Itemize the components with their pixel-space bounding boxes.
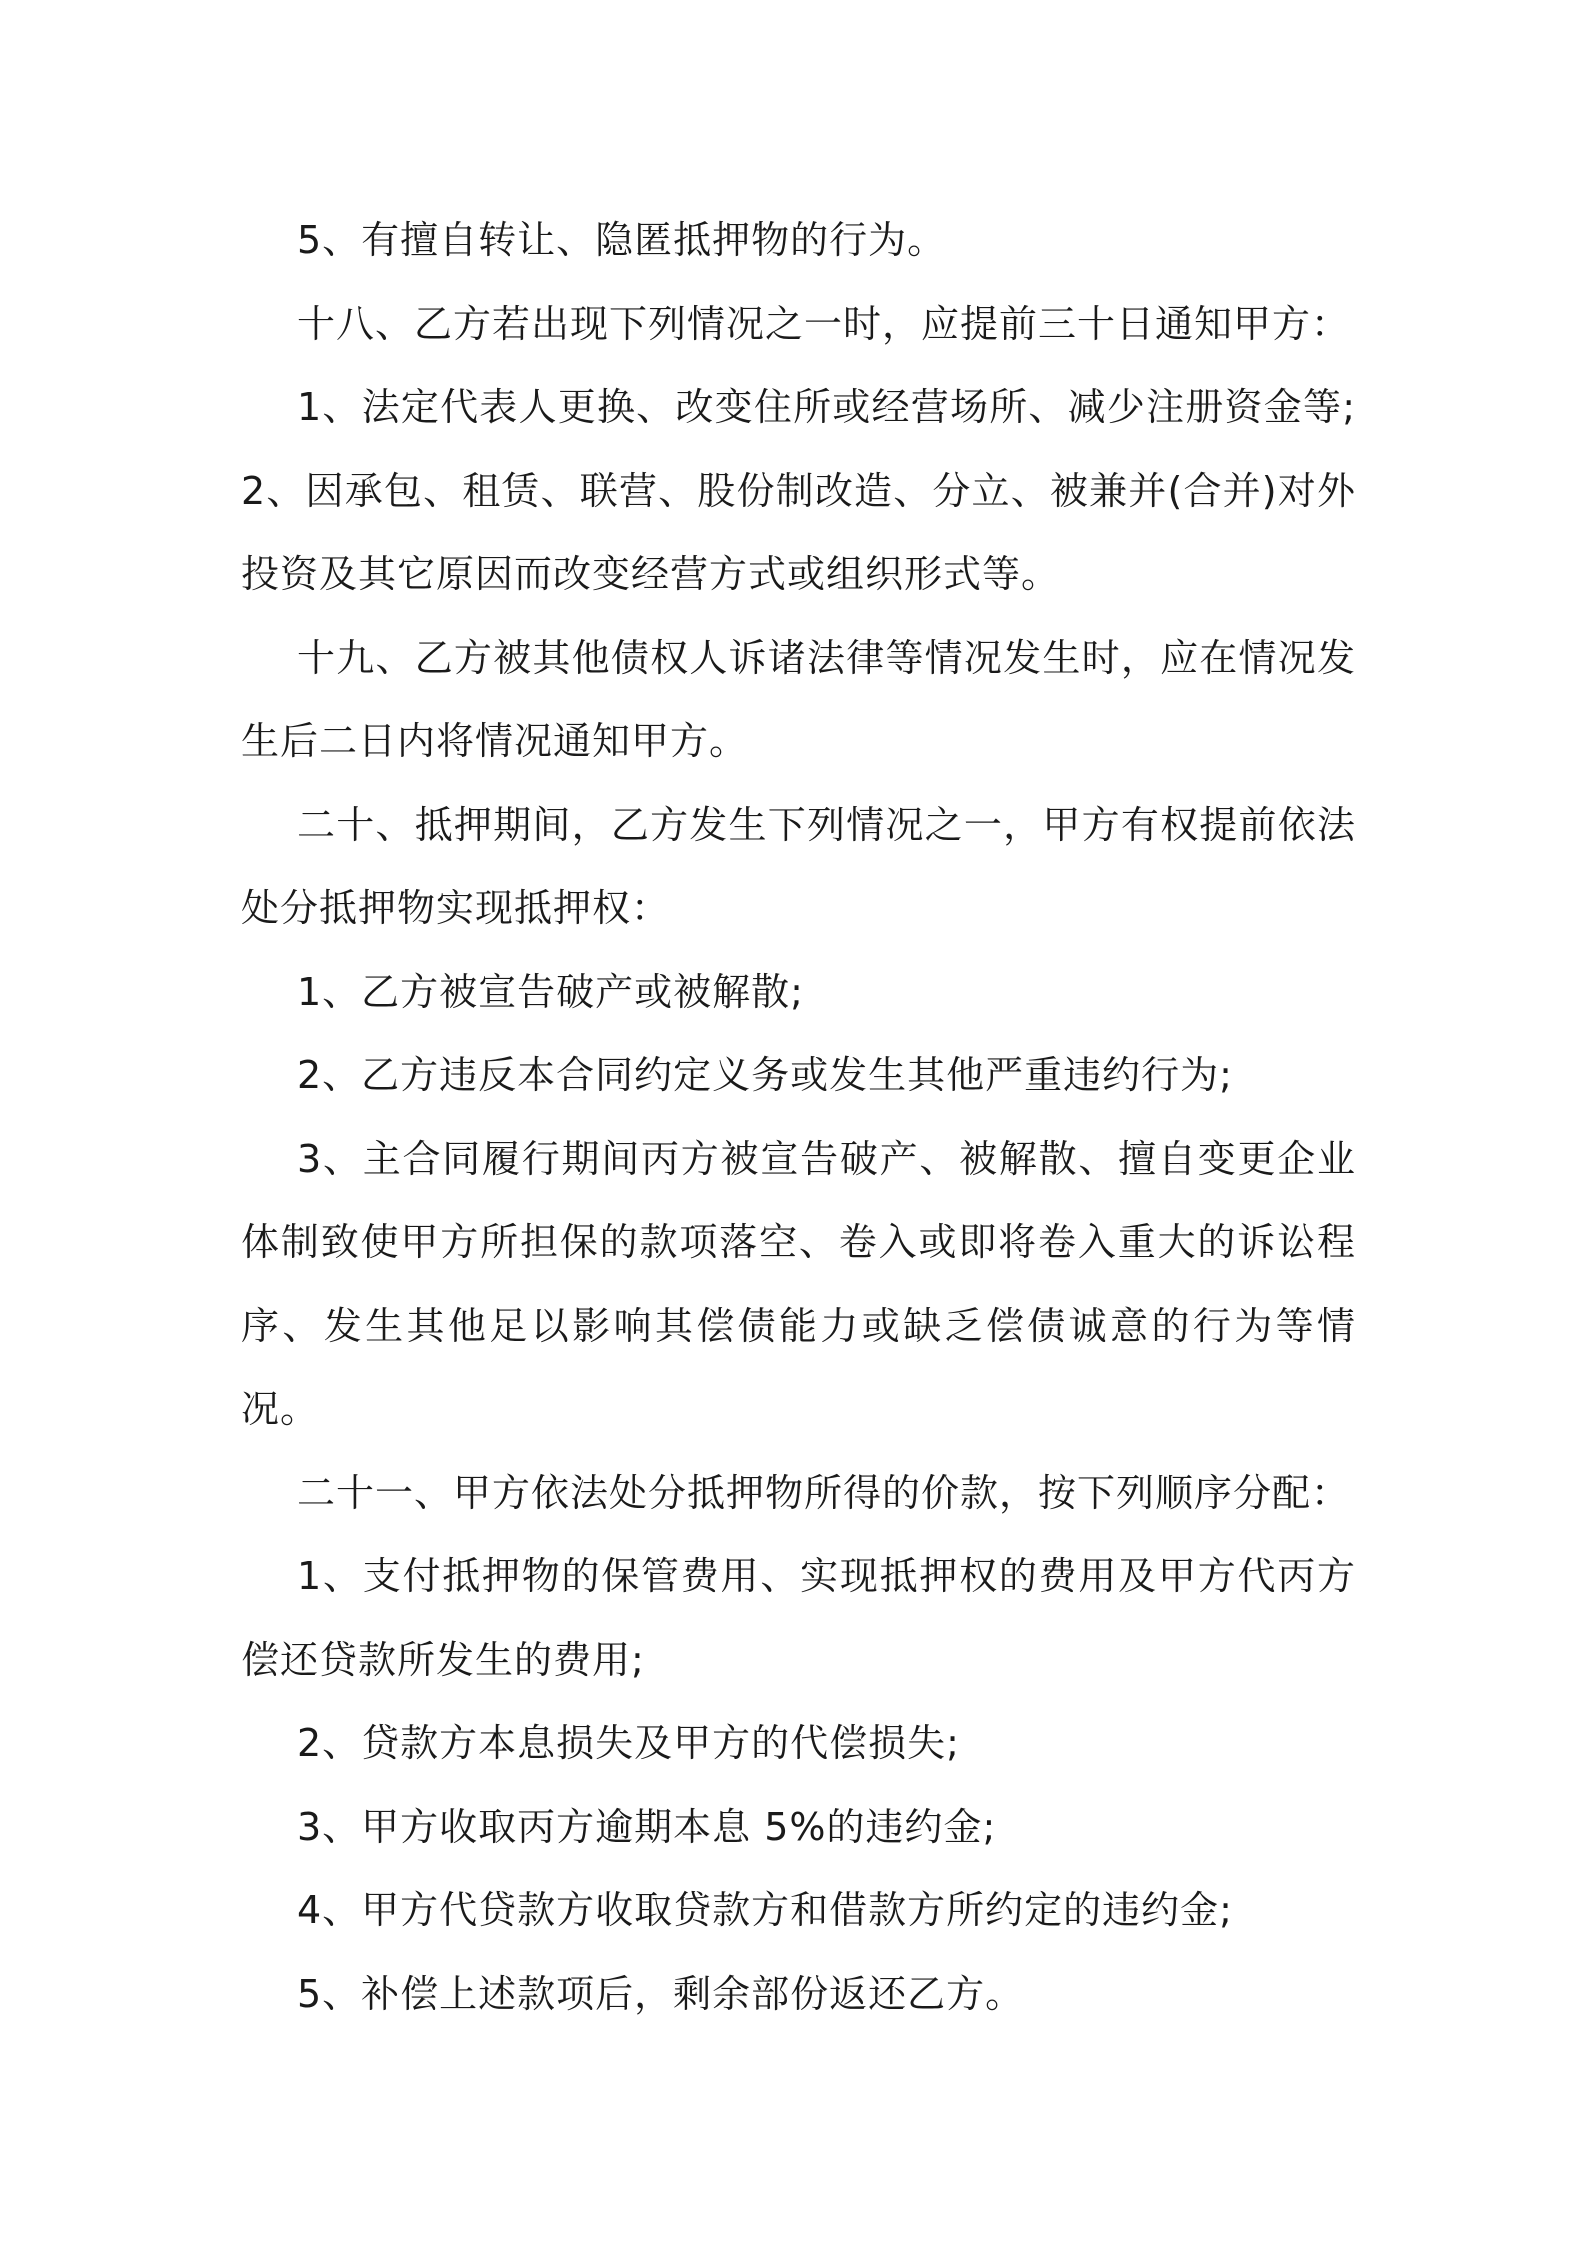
- paragraph-clause-20: 二十、抵押期间，乙方发生下列情况之一，甲方有权提前依法处分抵押物实现抵押权：: [241, 802, 1356, 930]
- paragraph-item-5-transfer: 5、有擅自转让、隐匿抵押物的行为。: [297, 218, 947, 262]
- paragraph-clause-18: 十八、乙方若出现下列情况之一时，应提前三十日通知甲方：: [297, 301, 1351, 346]
- paragraph-clause-21-item-1: 1、支付抵押物的保管费用、实现抵押权的费用及甲方代丙方偿还贷款所发生的费用;: [241, 1554, 1356, 1682]
- paragraph-clause-20-item-1: 1、乙方被宣告破产或被解散;: [297, 969, 804, 1014]
- paragraph-clause-21-item-4: 4、甲方代贷款方收取贷款方和借款方所约定的违约金;: [297, 1888, 1233, 1932]
- document-body: [241, 199, 1356, 2036]
- paragraph-clause-20-item-3: 3、主合同履行期间丙方被宣告破产、被解散、擅自变更企业体制致使甲方所担保的款项落空、卷入或即将卷入重大的诉讼程序、发生其他足以影响其偿债能力或缺乏偿债诚意的行为等情况。: [241, 1136, 1356, 1431]
- paragraph-clause-21: 二十一、甲方依法处分抵押物所得的价款，按下列顺序分配：: [297, 1470, 1351, 1515]
- paragraph-clause-19: 十九、乙方被其他债权人诉诸法律等情况发生时，应在情况发生后二日内将情况通知甲方。: [241, 635, 1356, 763]
- paragraph-clause-18-items: 1、法定代表人更换、改变住所或经营场所、减少注册资金等; 2、因承包、租赁、联营、股份制改造、分立、被兼并(合并)对外投资及其它原因而改变经营方式或组织形式等。: [241, 385, 1356, 596]
- paragraph-clause-21-item-3: 3、甲方收取丙方逾期本息 5%的违约金;: [297, 1804, 997, 1849]
- paragraph-clause-20-item-2: 2、乙方违反本合同约定义务或发生其他严重违约行为;: [297, 1053, 1233, 1097]
- paragraph-clause-21-item-2: 2、贷款方本息损失及甲方的代偿损失;: [297, 1721, 960, 1765]
- paragraph-clause-21-item-5: 5、补偿上述款项后，剩余部份返还乙方。: [297, 1971, 1025, 2016]
